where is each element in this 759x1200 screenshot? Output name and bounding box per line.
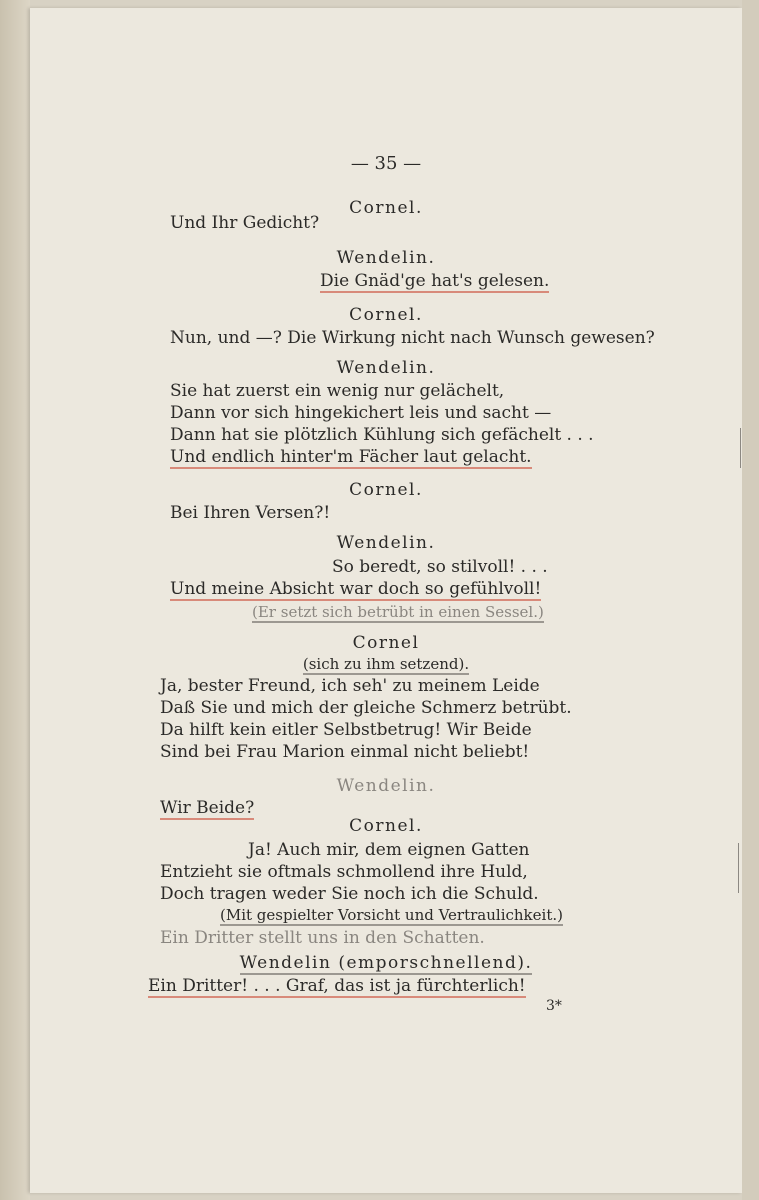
verse-line: Sie hat zuerst ein wenig nur gelächelt, xyxy=(170,381,505,401)
speaker-name: Cornel. xyxy=(349,816,423,836)
speaker-name: Cornel. xyxy=(349,480,423,500)
verse-line: Und endlich hinter'm Fächer laut gelacht. xyxy=(170,447,532,467)
verse-line: Entzieht sie oftmals schmollend ihre Huld, xyxy=(160,862,528,882)
dialogue-line: Die Gnäd'ge hat's gelesen. xyxy=(320,271,550,291)
verse-line: Ein Dritter stellt uns in den Schatten. xyxy=(160,928,485,948)
speaker-name: Wendelin (emporschnellend). xyxy=(239,953,533,973)
dialogue-line: Wir Beide? xyxy=(160,798,255,818)
speaker-name: Wendelin. xyxy=(336,358,436,378)
speaker-name: Cornel. xyxy=(349,305,423,325)
stage-direction: (sich zu ihm setzend). xyxy=(302,655,470,673)
speaker-name: Cornel. xyxy=(349,198,423,218)
verse-line: Dann vor sich hingekichert leis und sacht — xyxy=(170,403,552,423)
stage-direction: (Er setzt sich betrübt in einen Sessel.) xyxy=(252,603,544,621)
book-binding xyxy=(0,0,30,1200)
dialogue-line: Und meine Absicht war doch so gefühlvoll! xyxy=(170,579,542,599)
dialogue-line: Bei Ihren Versen?! xyxy=(170,503,331,523)
margin-pencil-mark xyxy=(738,843,739,893)
speaker-name: Cornel xyxy=(352,633,420,653)
dialogue-line: Ein Dritter! . . . Graf, das ist ja fürchterlich! xyxy=(148,976,526,996)
verse-line: Da hilft kein eitler Selbstbetrug! Wir Beide xyxy=(160,720,532,740)
verse-line: Dann hat sie plötzlich Kühlung sich gefächelt . . . xyxy=(170,425,594,445)
book-page xyxy=(30,8,742,1193)
signature-mark: 3* xyxy=(546,998,562,1014)
verse-line: Doch tragen weder Sie noch ich die Schuld. xyxy=(160,884,539,904)
dialogue-line: So beredt, so stilvoll! . . . xyxy=(332,557,548,577)
page-edge xyxy=(742,0,759,1200)
speaker-name: Wendelin. xyxy=(336,776,436,796)
verse-line: Ja, bester Freund, ich seh' zu meinem Leide xyxy=(160,676,540,696)
verse-line: Daß Sie und mich der gleiche Schmerz betrübt. xyxy=(160,698,572,718)
speaker-name: Wendelin. xyxy=(336,533,436,553)
speaker-name: Wendelin. xyxy=(336,248,436,268)
dialogue-line: Nun, und —? Die Wirkung nicht nach Wunsch gewesen? xyxy=(170,328,655,348)
stage-direction: (Mit gespielter Vorsicht und Vertraulichkeit.) xyxy=(220,906,563,924)
verse-line: Sind bei Frau Marion einmal nicht beliebt! xyxy=(160,742,530,762)
page-number: — 35 — xyxy=(350,153,422,174)
verse-line: Ja! Auch mir, dem eignen Gatten xyxy=(248,840,530,860)
margin-pencil-mark xyxy=(740,428,741,468)
dialogue-line: Und Ihr Gedicht? xyxy=(170,213,320,233)
